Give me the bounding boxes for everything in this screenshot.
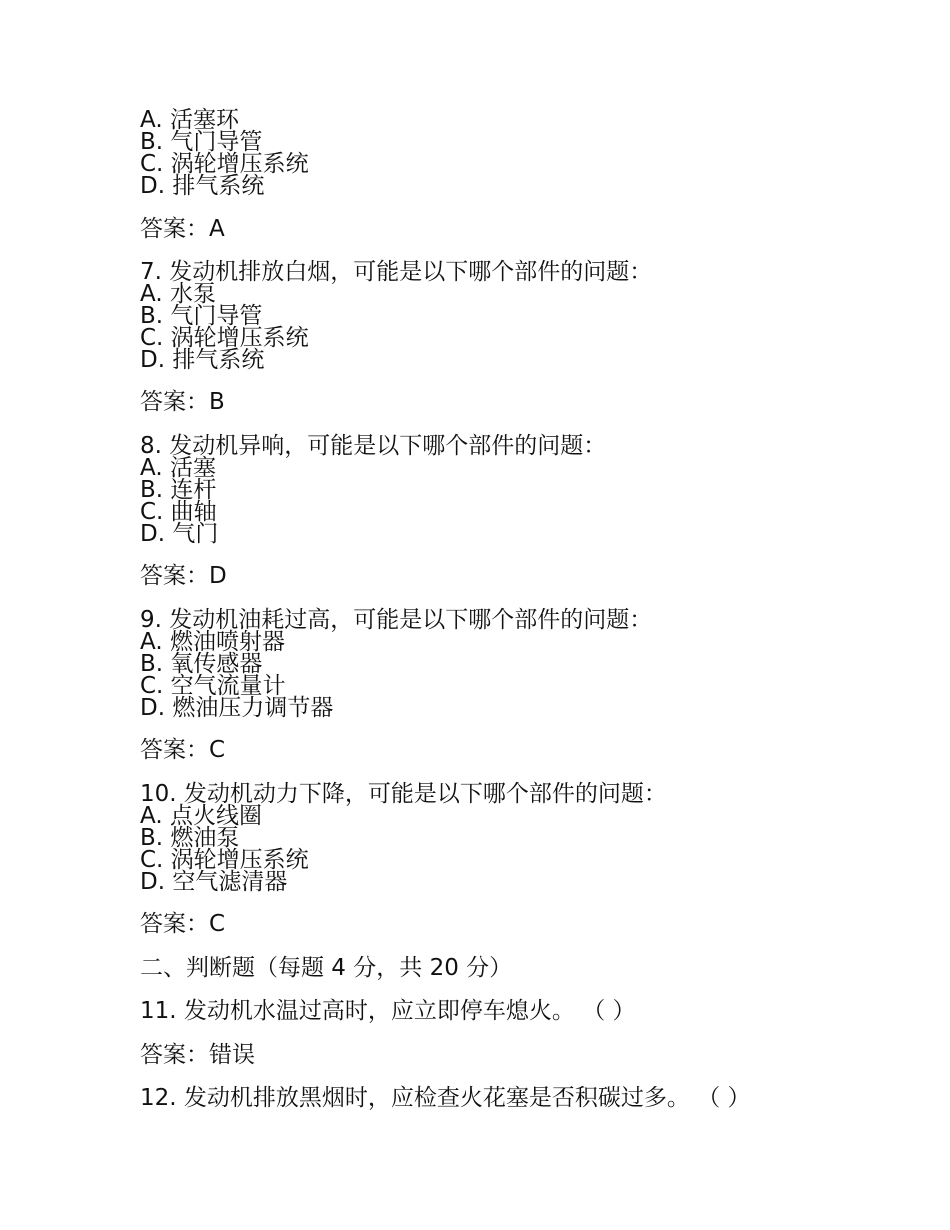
question-11-answer: 答案：错误 bbox=[140, 1042, 255, 1068]
option-c: C. 涡轮增压系统 bbox=[140, 325, 309, 351]
option-b: B. 燃油泵 bbox=[140, 825, 240, 851]
question-6-answer: 答案：A bbox=[140, 216, 225, 242]
option-d: D. 空气滤清器 bbox=[140, 869, 288, 895]
question-8-answer: 答案：D bbox=[140, 563, 227, 589]
question-10 bbox=[140, 783, 900, 893]
option-c: C. 空气流量计 bbox=[140, 673, 286, 699]
question-7-answer: 答案：B bbox=[140, 389, 225, 415]
option-c: C. 涡轮增压系统 bbox=[140, 151, 309, 177]
question-9-answer: 答案：C bbox=[140, 737, 226, 763]
option-a: A. 活塞 bbox=[140, 455, 216, 481]
question-text: 9. 发动机油耗过高，可能是以下哪个部件的问题： bbox=[140, 607, 653, 633]
question-text: 10. 发动机动力下降，可能是以下哪个部件的问题： bbox=[140, 781, 667, 807]
question-12-text: 12. 发动机排放黑烟时，应检查火花塞是否积碳过多。 （ ） bbox=[140, 1085, 751, 1111]
question-6-options bbox=[140, 109, 900, 197]
question-text: 7. 发动机排放白烟，可能是以下哪个部件的问题： bbox=[140, 259, 653, 285]
question-8 bbox=[140, 435, 900, 545]
option-d: D. 燃油压力调节器 bbox=[140, 695, 334, 721]
option-d: D. 排气系统 bbox=[140, 347, 265, 373]
question-text: 8. 发动机异响，可能是以下哪个部件的问题： bbox=[140, 433, 607, 459]
option-a: A. 水泵 bbox=[140, 281, 216, 307]
option-c: C. 曲轴 bbox=[140, 499, 217, 525]
option-c: C. 涡轮增压系统 bbox=[140, 847, 309, 873]
option-d: D. 排气系统 bbox=[140, 173, 265, 199]
option-b: B. 连杆 bbox=[140, 477, 217, 503]
option-a: A. 活塞环 bbox=[140, 107, 239, 133]
question-9 bbox=[140, 609, 900, 719]
section-heading: 二、判断题（每题 4 分，共 20 分） bbox=[140, 955, 513, 981]
option-a: A. 燃油喷射器 bbox=[140, 629, 285, 655]
option-a: A. 点火线圈 bbox=[140, 803, 262, 829]
option-d: D. 气门 bbox=[140, 521, 219, 547]
option-b: B. 氧传感器 bbox=[140, 651, 263, 677]
question-10-answer: 答案：C bbox=[140, 911, 226, 937]
option-b: B. 气门导管 bbox=[140, 303, 263, 329]
question-7 bbox=[140, 261, 900, 371]
option-b: B. 气门导管 bbox=[140, 129, 263, 155]
question-11-text: 11. 发动机水温过高时，应立即停车熄火。 （ ） bbox=[140, 998, 636, 1024]
